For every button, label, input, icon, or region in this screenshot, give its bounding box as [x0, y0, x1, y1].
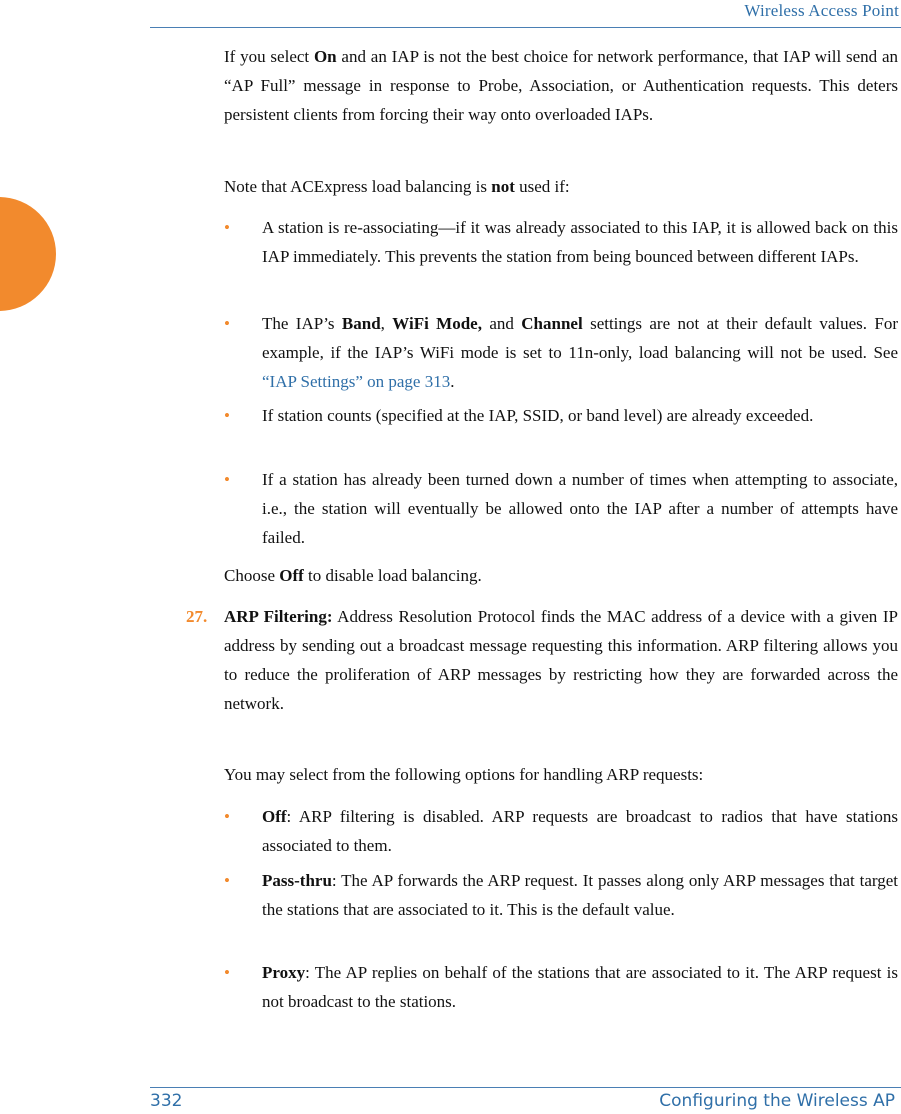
bullet-icon: • — [224, 470, 230, 489]
list-item-text: Pass-thru: The AP forwards the ARP request. It passes along only ARP messages that target the stations that are associated to it. This is the default value. — [262, 871, 898, 919]
list-item-text: Off: ARP filtering is disabled. ARP requests are broadcast to radios that have stations associated to them. — [262, 807, 898, 855]
list-item — [224, 213, 898, 271]
paragraph-arp-options: You may select from the following options for handling ARP requests: — [224, 765, 704, 784]
chapter-tab-marker — [0, 197, 56, 311]
paragraph-ap-full: If you select On and an IAP is not the best choice for network performance, that IAP will send an “AP Full” message in response to Probe, Association, or Authentication requests. This deters persistent clients from forcing their way onto overloaded IAPs. — [224, 47, 898, 124]
footer-rule — [150, 1087, 901, 1088]
paragraph-not-used-if: Note that ACExpress load balancing is not used if: — [224, 177, 570, 196]
page-number: 332 — [150, 1091, 183, 1111]
list-item — [224, 465, 898, 552]
list-item-text: If station counts (specified at the IAP, SSID, or band level) are already exceeded. — [262, 406, 814, 425]
bullet-icon: • — [224, 406, 230, 425]
list-item-text: Proxy: The AP replies on behalf of the stations that are associated to it. The ARP request is not broadcast to the stations. — [262, 963, 898, 1011]
bullet-icon: • — [224, 218, 230, 237]
paragraph-choose-off: Choose Off to disable load balancing. — [224, 566, 482, 585]
list-item-text: A station is re-associating—if it was already associated to this IAP, it is allowed back on this IAP immediately. This prevents the station from being bounced between different IAPs. — [262, 218, 898, 266]
step-27 — [186, 602, 898, 718]
list-item-text: If a station has already been turned down a number of times when attempting to associate, i.e., the station will eventually be allowed onto the IAP after a number of attempts have failed. — [262, 470, 898, 547]
list-item — [224, 401, 898, 430]
bullet-icon: • — [224, 807, 230, 826]
iap-settings-link[interactable]: “IAP Settings” on page 313 — [262, 372, 451, 391]
list-item — [224, 309, 898, 396]
list-item — [224, 802, 898, 860]
bullet-icon: • — [224, 963, 230, 982]
bullet-icon: • — [224, 314, 230, 333]
header-rule — [150, 27, 901, 28]
list-item-text: The IAP’s Band, WiFi Mode, and Channel settings are not at their default values. For example, if the IAP’s WiFi mode is set to 11n-only, load balancing will not be used. See “IAP Settings” on page 313. — [262, 314, 899, 391]
list-item — [224, 958, 898, 1016]
step-number: 27. — [186, 607, 208, 626]
list-item — [224, 866, 898, 924]
running-header-title: Wireless Access Point — [744, 1, 899, 20]
bullet-icon: • — [224, 871, 230, 890]
step-27-text: ARP Filtering: Address Resolution Protocol finds the MAC address of a device with a given IP address by sending out a broadcast message requesting this information. ARP filtering allows you to reduce the proliferation of ARP messages by restricting how they are forwarded across the network. — [224, 607, 898, 713]
running-footer-title: Configuring the Wireless AP — [659, 1091, 895, 1111]
